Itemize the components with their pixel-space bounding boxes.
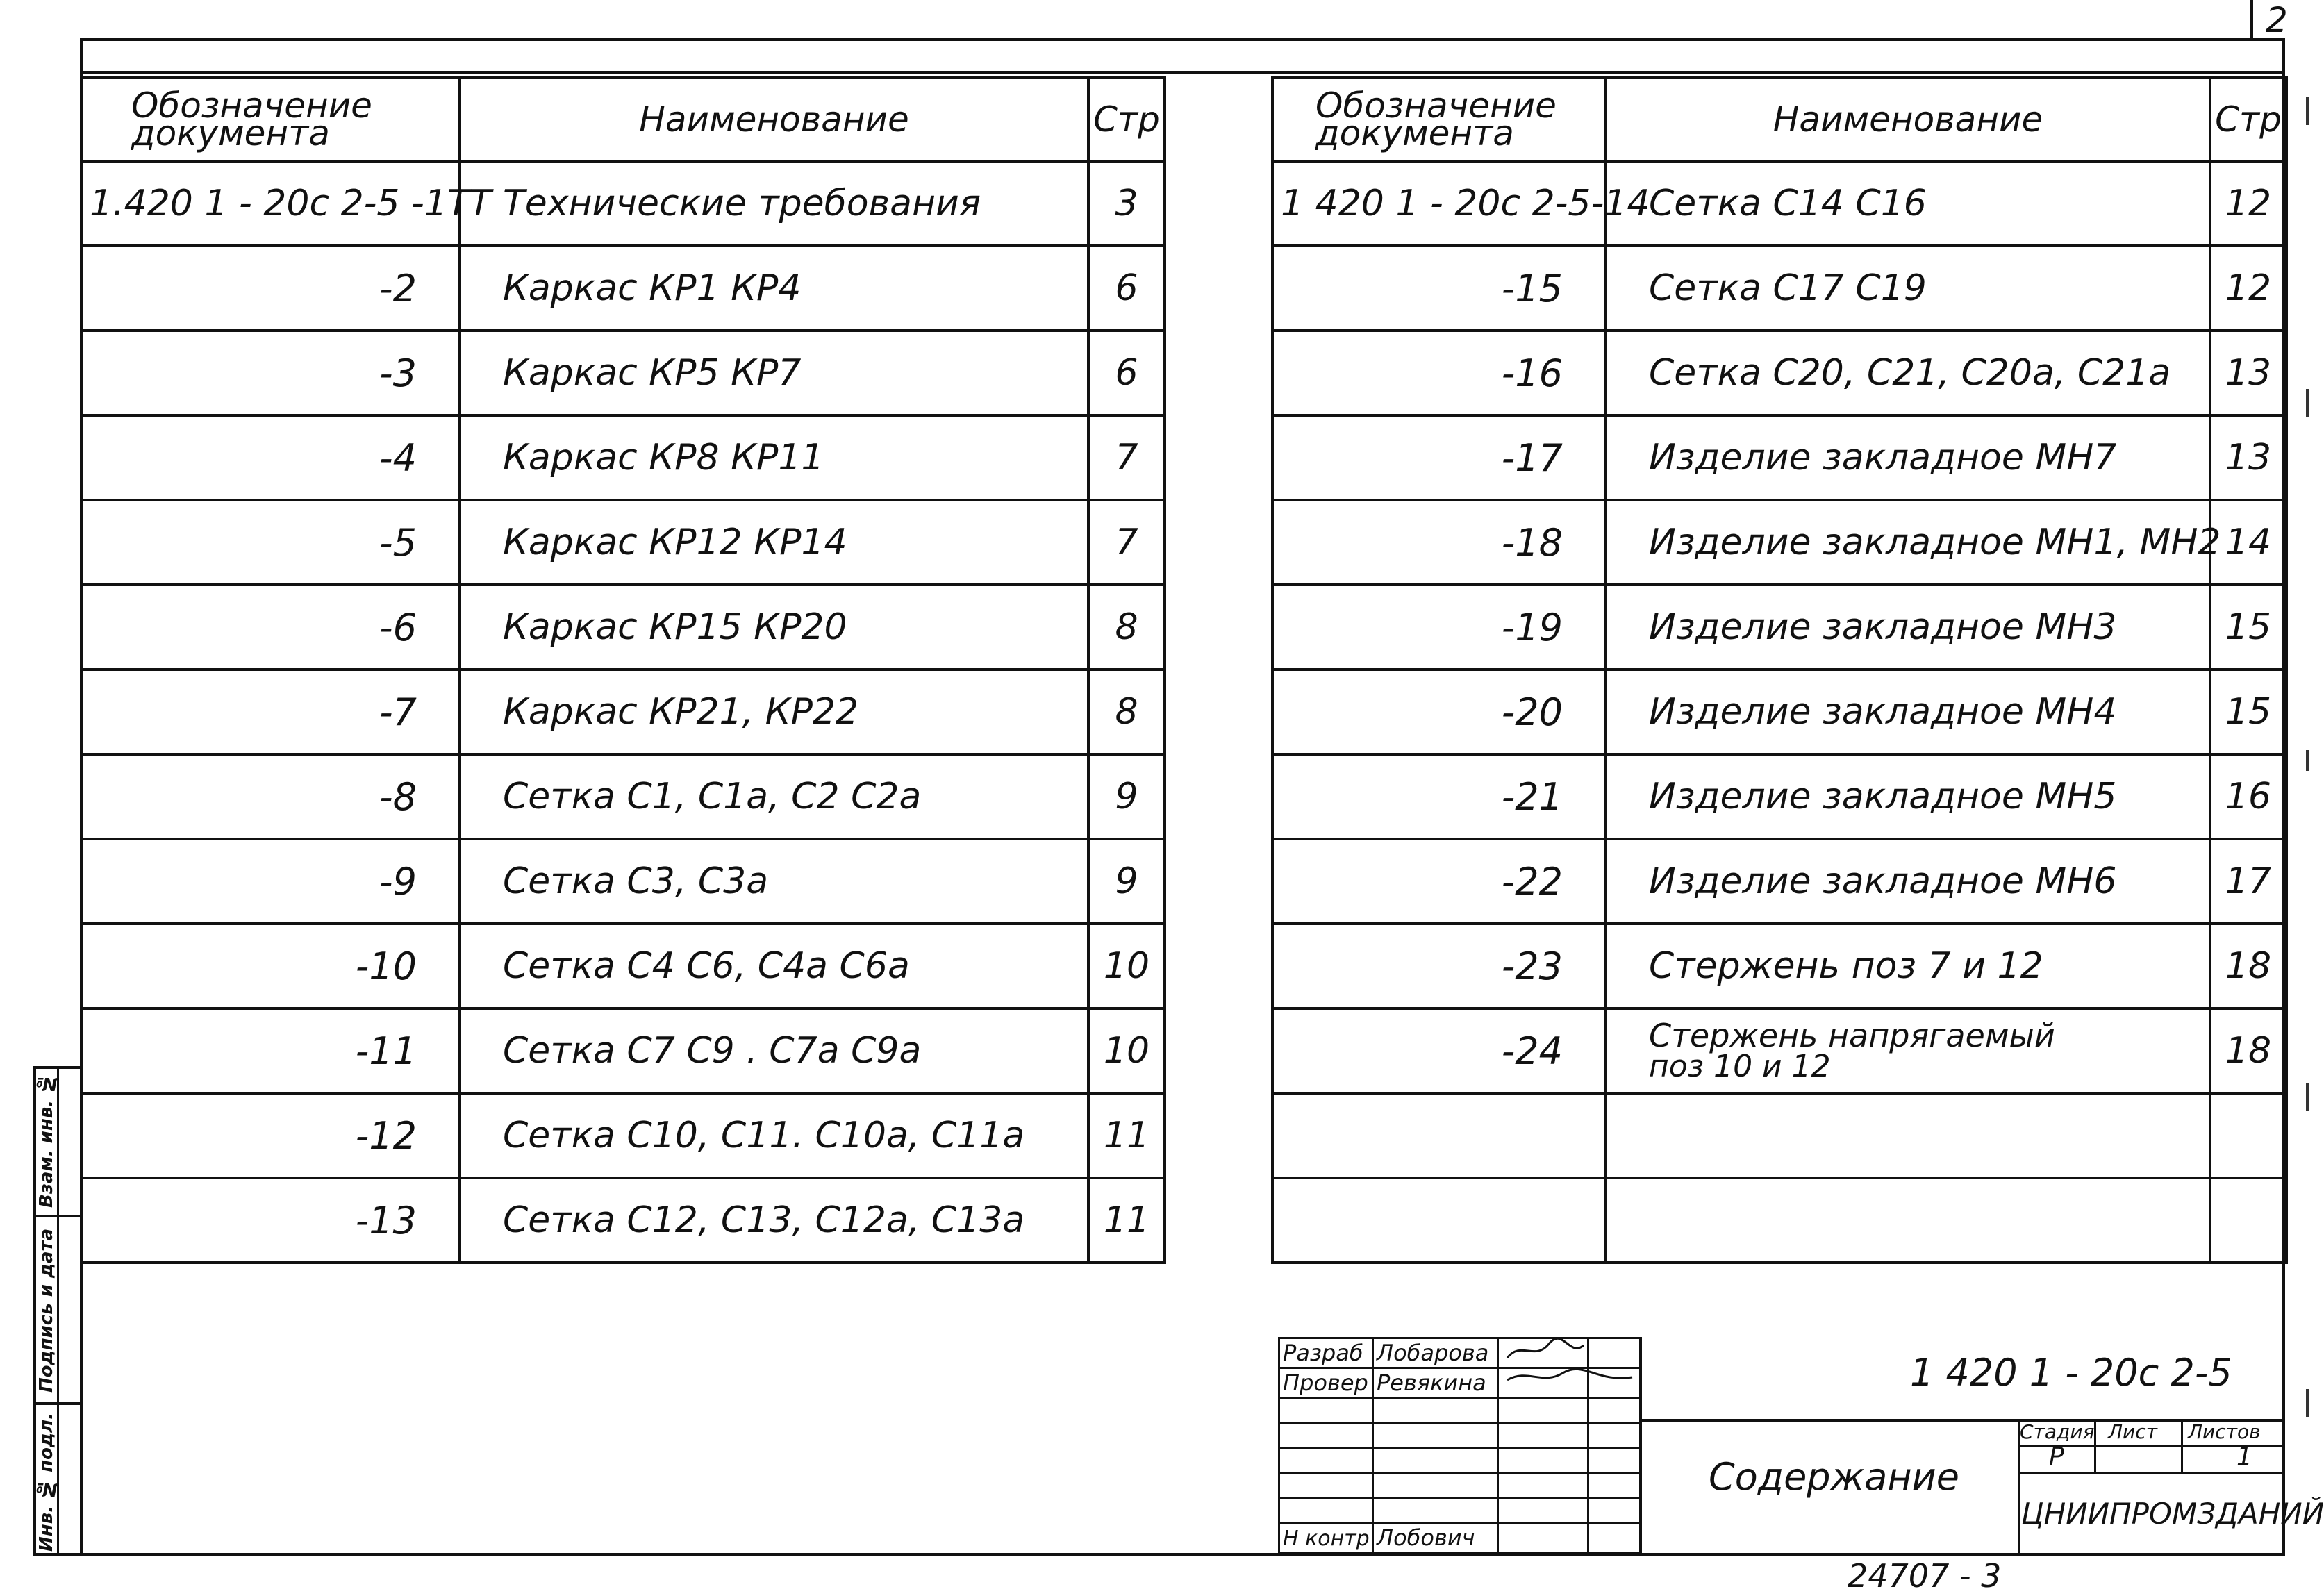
title-block [1278,1337,2324,1556]
sheet-label: Лист [2108,1420,2157,1443]
frame-top [80,38,2285,41]
name-checker: Ревякина [1373,1368,1498,1398]
table-row: -21 Изделие закладное МН5 16 [1272,754,2286,839]
table-row: -17 Изделие закладное МН7 13 [1272,415,2286,500]
strip-sign-date: Подпись и дата [36,1228,57,1393]
stamp-hline-3 [2018,1472,2285,1474]
table-row: -5 Каркас КР12 КР14 7 [81,500,1165,585]
table-row [1272,1093,2286,1178]
scan-mark [2306,750,2309,771]
frame-top-inner [80,71,2285,74]
table-row: 1.420 1 - 20с 2-5 -1ТТ Технические требования 3 [81,161,1165,246]
header-designation: Обозначение документа [81,78,460,161]
strip-inv-original: Инв. № подл. [36,1413,57,1552]
table-row: -12 Сетка С10, С11. С10а, С11а 11 [81,1093,1165,1178]
table-row: -23 Стержень поз 7 и 12 18 [1272,924,2286,1008]
role-checker: Провер [1279,1368,1373,1398]
table-row: -22 Изделие закладное МН6 17 [1272,839,2286,924]
stage-label: Стадия [2020,1420,2095,1443]
scan-mark [2306,1083,2309,1111]
table-row: -7 Каркас КР21, КР22 8 [81,670,1165,754]
side-strip [33,1066,81,1556]
table-row: 1 420 1 - 20с 2-5-14 Сетка С14 С16 12 [1272,161,2286,246]
table-row: -24 Стержень напрягаемый поз 10 и 12 18 [1272,1008,2286,1093]
table-row: -13 Сетка С12, С13, С12а, С13а 11 [81,1178,1165,1263]
sheets-value: 1 [2236,1443,2252,1471]
table-row: -11 Сетка С7 С9 . С7а С9а 10 [81,1008,1165,1093]
stamp-vline-2 [2094,1419,2096,1473]
header-designation: Обозначение документа [1272,78,1606,161]
table-row: -3 Каркас КР5 КР7 6 [81,331,1165,415]
table-row: -4 Каркас КР8 КР11 7 [81,415,1165,500]
table-row: -8 Сетка С1, С1а, С2 С2а 9 [81,754,1165,839]
table-row [1272,1178,2286,1263]
signature-marks [1500,1337,1639,1393]
strip-divider-v [57,1069,59,1555]
table-row: -16 Сетка С20, С21, С20а, С21а 13 [1272,331,2286,415]
scan-mark [2306,389,2309,417]
strip-divider-1 [36,1215,83,1217]
table-row: -19 Изделие закладное МН3 15 [1272,585,2286,670]
header-page: Стр [1088,78,1165,161]
role-developer: Разраб [1279,1338,1373,1368]
contents-table-left [80,76,1166,1264]
header-name: Наименование [1606,78,2210,161]
table-row: -10 Сетка С4 С6, С4а С6а 10 [81,924,1165,1008]
document-code: 1 420 1 - 20с 2-5 [1910,1351,2232,1395]
organization: ЦНИИПРОМЗДАНИЙ [2021,1497,2324,1531]
table-row: -2 Каркас КР1 КР4 6 [81,246,1165,331]
archive-number: 24707 - 3 [1848,1557,2002,1595]
role-norm-control: Н контр [1279,1523,1373,1553]
scan-mark [2306,97,2309,125]
name-developer: Лобарова [1373,1338,1498,1368]
sheet-number: 2 [2266,0,2288,40]
strip-divider-2 [36,1402,83,1405]
contents-table-right [1271,76,2288,1264]
table-row: -9 Сетка С3, С3а 9 [81,839,1165,924]
sheet-number-divider [2250,0,2253,38]
sheet-title: Содержание [1709,1455,1959,1499]
scan-mark [2306,1389,2309,1417]
table-row: -20 Изделие закладное МН4 15 [1272,670,2286,754]
header-name: Наименование [460,78,1088,161]
strip-inv-dup: Взам. инв. № [36,1072,57,1208]
table-row: -6 Каркас КР15 КР20 8 [81,585,1165,670]
table-row: -15 Сетка С17 С19 12 [1272,246,2286,331]
name-norm-control: Лобович [1373,1523,1498,1553]
stamp-vline-3 [2181,1419,2183,1473]
sheets-label: Листов [2188,1420,2261,1443]
stamp-divider [1639,1337,1642,1556]
table-row: -18 Изделие закладное МН1, МН2 14 [1272,500,2286,585]
stage-value: Р [2049,1443,2064,1471]
header-page: Стр [2210,78,2286,161]
